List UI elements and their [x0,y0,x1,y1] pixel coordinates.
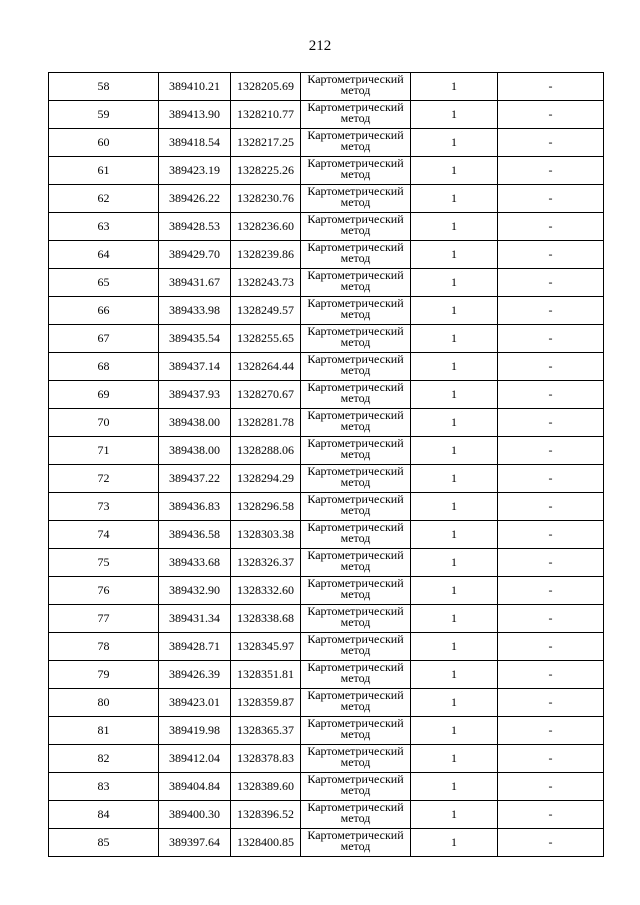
x-coordinate-cell: 389437.22 [159,465,231,493]
table-row [49,325,604,353]
note-cell: - [498,493,604,521]
x-coordinate-cell: 389412.04 [159,745,231,773]
x-coordinate-cell: 389418.54 [159,129,231,157]
point-number-cell: 82 [49,745,159,773]
y-coordinate-cell: 1328332.60 [231,577,301,605]
count-cell: 1 [411,661,498,689]
count-cell: 1 [411,437,498,465]
table-row [49,269,604,297]
x-coordinate-cell: 389404.84 [159,773,231,801]
method-cell: Картометрический метод [301,353,411,381]
x-coordinate-cell: 389431.34 [159,605,231,633]
y-coordinate-cell: 1328270.67 [231,381,301,409]
table-row [49,689,604,717]
point-number-cell: 81 [49,717,159,745]
y-coordinate-cell: 1328239.86 [231,241,301,269]
point-number-cell: 77 [49,605,159,633]
x-coordinate-cell: 389431.67 [159,269,231,297]
y-coordinate-cell: 1328217.25 [231,129,301,157]
y-coordinate-cell: 1328378.83 [231,745,301,773]
table-row [49,437,604,465]
table-row [49,773,604,801]
page-number: 212 [308,38,332,54]
y-coordinate-cell: 1328281.78 [231,409,301,437]
y-coordinate-cell: 1328400.85 [231,829,301,857]
point-number-cell: 64 [49,241,159,269]
table-row [49,241,604,269]
method-cell: Картометрический метод [301,829,411,857]
count-cell: 1 [411,605,498,633]
note-cell: - [498,129,604,157]
y-coordinate-cell: 1328230.76 [231,185,301,213]
count-cell: 1 [411,689,498,717]
method-cell: Картометрический метод [301,381,411,409]
x-coordinate-cell: 389428.71 [159,633,231,661]
note-cell: - [498,353,604,381]
y-coordinate-cell: 1328351.81 [231,661,301,689]
method-cell: Картометрический метод [301,717,411,745]
count-cell: 1 [411,297,498,325]
note-cell: - [498,745,604,773]
point-number-cell: 61 [49,157,159,185]
note-cell: - [498,269,604,297]
note-cell: - [498,101,604,129]
method-cell: Картометрический метод [301,241,411,269]
note-cell: - [498,829,604,857]
point-number-cell: 73 [49,493,159,521]
point-number-cell: 76 [49,577,159,605]
point-number-cell: 72 [49,465,159,493]
table-row [49,353,604,381]
x-coordinate-cell: 389432.90 [159,577,231,605]
x-coordinate-cell: 389428.53 [159,213,231,241]
note-cell: - [498,325,604,353]
x-coordinate-cell: 389423.19 [159,157,231,185]
table-row [49,577,604,605]
x-coordinate-cell: 389437.14 [159,353,231,381]
count-cell: 1 [411,129,498,157]
point-number-cell: 67 [49,325,159,353]
table-row [49,213,604,241]
y-coordinate-cell: 1328296.58 [231,493,301,521]
method-cell: Картометрический метод [301,269,411,297]
method-cell: Картометрический метод [301,157,411,185]
table-row [49,297,604,325]
point-number-cell: 63 [49,213,159,241]
note-cell: - [498,773,604,801]
note-cell: - [498,157,604,185]
y-coordinate-cell: 1328225.26 [231,157,301,185]
note-cell: - [498,437,604,465]
method-cell: Картометрический метод [301,605,411,633]
y-coordinate-cell: 1328294.29 [231,465,301,493]
y-coordinate-cell: 1328249.57 [231,297,301,325]
method-cell: Картометрический метод [301,213,411,241]
table-row [49,101,604,129]
count-cell: 1 [411,381,498,409]
method-cell: Картометрический метод [301,689,411,717]
method-cell: Картометрический метод [301,633,411,661]
table-row [49,157,604,185]
table-row [49,549,604,577]
y-coordinate-cell: 1328365.37 [231,717,301,745]
table-row [49,521,604,549]
table-row [49,381,604,409]
x-coordinate-cell: 389433.98 [159,297,231,325]
point-number-cell: 65 [49,269,159,297]
table-row [49,493,604,521]
point-number-cell: 68 [49,353,159,381]
method-cell: Картометрический метод [301,549,411,577]
note-cell: - [498,689,604,717]
x-coordinate-cell: 389438.00 [159,409,231,437]
y-coordinate-cell: 1328264.44 [231,353,301,381]
y-coordinate-cell: 1328255.65 [231,325,301,353]
x-coordinate-cell: 389426.22 [159,185,231,213]
point-number-cell: 74 [49,521,159,549]
point-number-cell: 69 [49,381,159,409]
coordinates-table-body [49,73,604,857]
point-number-cell: 84 [49,801,159,829]
note-cell: - [498,801,604,829]
point-number-cell: 75 [49,549,159,577]
count-cell: 1 [411,269,498,297]
note-cell: - [498,297,604,325]
point-number-cell: 78 [49,633,159,661]
y-coordinate-cell: 1328236.60 [231,213,301,241]
note-cell: - [498,213,604,241]
table-row [49,801,604,829]
x-coordinate-cell: 389426.39 [159,661,231,689]
note-cell: - [498,717,604,745]
y-coordinate-cell: 1328243.73 [231,269,301,297]
count-cell: 1 [411,213,498,241]
count-cell: 1 [411,717,498,745]
point-number-cell: 70 [49,409,159,437]
y-coordinate-cell: 1328205.69 [231,73,301,101]
point-number-cell: 85 [49,829,159,857]
point-number-cell: 58 [49,73,159,101]
count-cell: 1 [411,241,498,269]
note-cell: - [498,465,604,493]
table-row [49,717,604,745]
method-cell: Картометрический метод [301,801,411,829]
table-row [49,465,604,493]
x-coordinate-cell: 389429.70 [159,241,231,269]
method-cell: Картометрический метод [301,185,411,213]
y-coordinate-cell: 1328338.68 [231,605,301,633]
note-cell: - [498,605,604,633]
note-cell: - [498,381,604,409]
x-coordinate-cell: 389436.83 [159,493,231,521]
method-cell: Картометрический метод [301,745,411,773]
point-number-cell: 71 [49,437,159,465]
note-cell: - [498,521,604,549]
method-cell: Картометрический метод [301,325,411,353]
count-cell: 1 [411,409,498,437]
table-row [49,605,604,633]
y-coordinate-cell: 1328210.77 [231,101,301,129]
x-coordinate-cell: 389436.58 [159,521,231,549]
table-row [49,829,604,857]
point-number-cell: 60 [49,129,159,157]
method-cell: Картометрический метод [301,437,411,465]
count-cell: 1 [411,465,498,493]
table-row [49,661,604,689]
method-cell: Картометрический метод [301,465,411,493]
method-cell: Картометрический метод [301,493,411,521]
point-number-cell: 66 [49,297,159,325]
note-cell: - [498,549,604,577]
x-coordinate-cell: 389410.21 [159,73,231,101]
count-cell: 1 [411,633,498,661]
y-coordinate-cell: 1328326.37 [231,549,301,577]
y-coordinate-cell: 1328345.97 [231,633,301,661]
coordinates-table [48,72,604,857]
count-cell: 1 [411,829,498,857]
x-coordinate-cell: 389419.98 [159,717,231,745]
y-coordinate-cell: 1328396.52 [231,801,301,829]
table-row [49,633,604,661]
note-cell: - [498,73,604,101]
count-cell: 1 [411,577,498,605]
method-cell: Картометрический метод [301,577,411,605]
x-coordinate-cell: 389435.54 [159,325,231,353]
note-cell: - [498,409,604,437]
count-cell: 1 [411,73,498,101]
note-cell: - [498,633,604,661]
method-cell: Картометрический метод [301,73,411,101]
y-coordinate-cell: 1328359.87 [231,689,301,717]
method-cell: Картометрический метод [301,773,411,801]
table-row [49,409,604,437]
note-cell: - [498,241,604,269]
table-row [49,185,604,213]
point-number-cell: 62 [49,185,159,213]
y-coordinate-cell: 1328389.60 [231,773,301,801]
x-coordinate-cell: 389433.68 [159,549,231,577]
note-cell: - [498,577,604,605]
x-coordinate-cell: 389397.64 [159,829,231,857]
count-cell: 1 [411,325,498,353]
x-coordinate-cell: 389423.01 [159,689,231,717]
method-cell: Картометрический метод [301,521,411,549]
x-coordinate-cell: 389438.00 [159,437,231,465]
y-coordinate-cell: 1328288.06 [231,437,301,465]
point-number-cell: 83 [49,773,159,801]
count-cell: 1 [411,549,498,577]
count-cell: 1 [411,745,498,773]
y-coordinate-cell: 1328303.38 [231,521,301,549]
x-coordinate-cell: 389437.93 [159,381,231,409]
table-row [49,129,604,157]
count-cell: 1 [411,521,498,549]
count-cell: 1 [411,801,498,829]
x-coordinate-cell: 389413.90 [159,101,231,129]
method-cell: Картометрический метод [301,101,411,129]
count-cell: 1 [411,101,498,129]
count-cell: 1 [411,773,498,801]
point-number-cell: 59 [49,101,159,129]
x-coordinate-cell: 389400.30 [159,801,231,829]
method-cell: Картометрический метод [301,297,411,325]
count-cell: 1 [411,353,498,381]
table-row [49,73,604,101]
table-row [49,745,604,773]
note-cell: - [498,185,604,213]
count-cell: 1 [411,185,498,213]
method-cell: Картометрический метод [301,129,411,157]
point-number-cell: 80 [49,689,159,717]
note-cell: - [498,661,604,689]
count-cell: 1 [411,157,498,185]
method-cell: Картометрический метод [301,409,411,437]
point-number-cell: 79 [49,661,159,689]
count-cell: 1 [411,493,498,521]
method-cell: Картометрический метод [301,661,411,689]
